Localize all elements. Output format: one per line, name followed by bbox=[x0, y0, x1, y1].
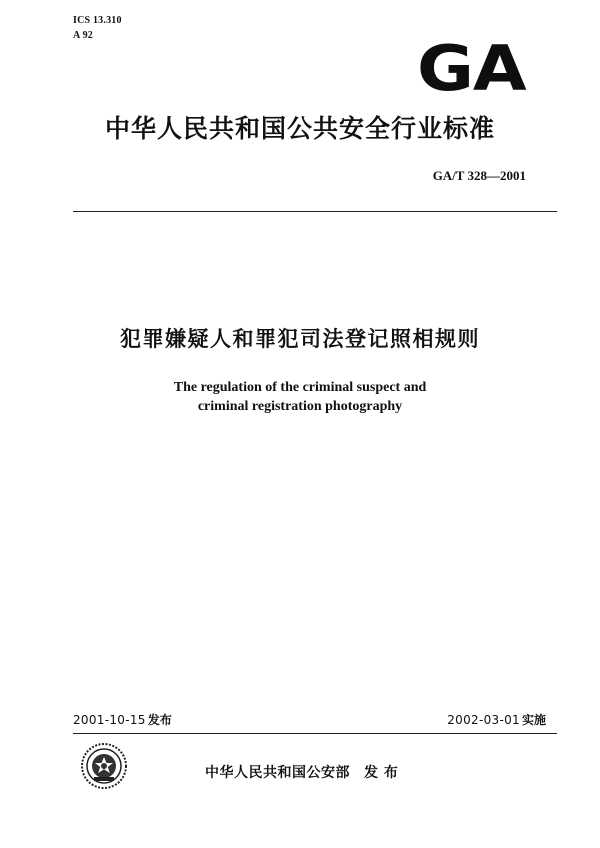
ics-code: ICS 13.310 bbox=[73, 15, 122, 26]
document-title-english bbox=[0, 378, 600, 416]
implementation-date-label: 实施 bbox=[521, 713, 546, 727]
standard-code: GA/T 328—2001 bbox=[432, 168, 526, 183]
publish-label: 发 布 bbox=[364, 765, 399, 781]
issue-date-label: 发布 bbox=[147, 713, 172, 727]
issue-date-value: 2001-10-15 bbox=[73, 713, 146, 727]
bottom-divider bbox=[73, 733, 557, 734]
ministry-seal-icon bbox=[80, 742, 128, 790]
publisher bbox=[205, 764, 398, 782]
standard-title: 中华人民共和国公共安全行业标准 bbox=[104, 114, 495, 143]
implementation-date-value: 2002-03-01 bbox=[447, 713, 520, 727]
ga-logo: GA bbox=[417, 32, 526, 105]
publisher-name: 中华人民共和国公安部 bbox=[205, 765, 350, 781]
ccs-code: A 92 bbox=[73, 30, 93, 41]
top-divider bbox=[73, 211, 557, 212]
implementation-date bbox=[447, 712, 546, 728]
document-title-chinese: 犯罪嫌疑人和罪犯司法登记照相规则 bbox=[120, 327, 480, 351]
issue-date bbox=[73, 712, 172, 728]
english-title-line-1: The regulation of the criminal suspect and bbox=[173, 380, 427, 395]
english-title-line-2: criminal registration photography bbox=[197, 399, 403, 414]
